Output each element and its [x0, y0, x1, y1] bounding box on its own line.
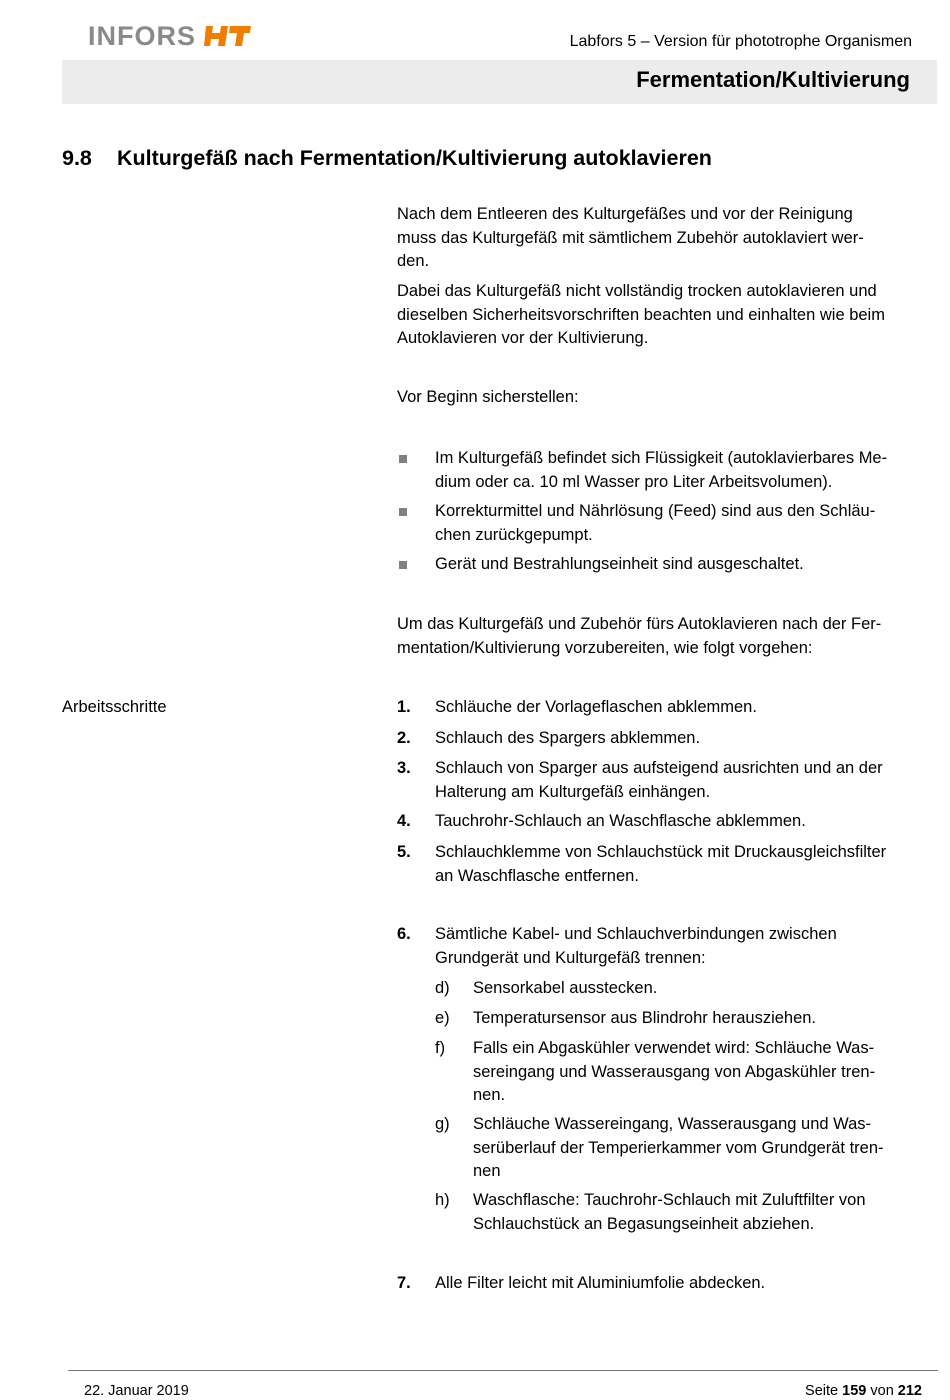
footer-page-number [805, 1383, 922, 1399]
section-number: 9.8 [62, 146, 92, 170]
text-line: Schläuche Wassereingang, Wasserausgang und Was- [473, 1115, 872, 1133]
text-line: Falls ein Abgaskühler verwendet wird: Schläuche Was- [473, 1039, 875, 1057]
substep-item [435, 1037, 939, 1108]
text-line: Alle Filter leicht mit Aluminiumfolie abdecken. [435, 1274, 766, 1292]
infors-ht-logo [88, 20, 252, 52]
text-line: Nach dem Entleeren des Kulturgefäßes und vor der Reinigung [397, 205, 853, 223]
substep-letter: d) [435, 979, 450, 997]
text-line: serüberlauf der Temperierkammer vom Grundgerät tren- [473, 1138, 884, 1157]
substep-letter: f) [435, 1039, 446, 1057]
text-line: Halterung am Kulturgefäß einhängen. [435, 782, 711, 801]
substep-item [435, 1189, 939, 1236]
text-line: an Waschflasche entfernen. [435, 866, 639, 885]
text-line: muss das Kulturgefäß mit sämtlichem Zubehör autoklaviert wer- [397, 228, 864, 247]
page-total: 212 [897, 1383, 922, 1399]
text-line: Tauchrohr-Schlauch an Waschflasche abklemmen. [435, 812, 806, 830]
bullet-item [397, 500, 939, 547]
chapter-title: Fermentation/Kultivierung [636, 67, 910, 92]
step-number: 2. [397, 729, 411, 747]
text-line: Korrekturmittel und Nährlösung (Feed) sind aus den Schläu- [435, 502, 876, 520]
intro-paragraph-1 [397, 203, 939, 274]
text-line: mentation/Kultivierung vorzubereiten, wie folgt vorgehen: [397, 638, 813, 657]
substep-item [435, 1007, 939, 1031]
bullet-item [397, 447, 939, 494]
text-line: Grundgerät und Kulturgefäß trennen: [435, 948, 706, 967]
text-line: dieselben Sicherheitsvorschriften beachten und einhalten wie beim [397, 305, 885, 324]
substep-letter: g) [435, 1115, 450, 1133]
text-line: Schlauch des Spargers abklemmen. [435, 729, 701, 747]
step-item [397, 727, 939, 751]
precheck-label: Vor Beginn sicherstellen: [397, 388, 579, 406]
step-number: 6. [397, 925, 411, 943]
page-mid: von [870, 1383, 894, 1399]
text-line: Schlauch von Sparger aus aufsteigend ausrichten und an der [435, 759, 883, 777]
step-number: 7. [397, 1274, 411, 1292]
square-bullet-icon [399, 508, 407, 516]
document-title: Labfors 5 – Version für phototrophe Organismen [569, 33, 912, 50]
prep-paragraph [397, 613, 939, 660]
step-number: 1. [397, 698, 411, 716]
text-line: Waschflasche: Tauchrohr-Schlauch mit Zuluftfilter von [473, 1191, 866, 1209]
text-line: Schläuche der Vorlageflaschen abklemmen. [435, 698, 757, 716]
page-current: 159 [842, 1383, 867, 1399]
logo-wordmark: INFORS [88, 20, 197, 51]
text-line: chen zurückgepumpt. [435, 525, 593, 544]
step-item [397, 1272, 939, 1296]
section-heading-text: Kulturgefäß nach Fermentation/Kultivierung autoklavieren [117, 146, 712, 170]
text-line: Sämtliche Kabel- und Schlauchverbindungen zwischen [435, 925, 837, 943]
square-bullet-icon [399, 455, 407, 463]
text-line: Schlauchklemme von Schlauchstück mit Druckausgleichsfilter [435, 843, 887, 861]
text-line: Im Kulturgefäß befindet sich Flüssigkeit (autoklavierbares Me- [435, 449, 888, 467]
substep-item [435, 977, 939, 1001]
substep-letter: h) [435, 1191, 450, 1209]
square-bullet-icon [399, 561, 407, 569]
step-item [397, 810, 939, 834]
text-line: Gerät und Bestrahlungseinheit sind ausgeschaltet. [435, 555, 804, 573]
text-line: dium oder ca. 10 ml Wasser pro Liter Arbeitsvolumen). [435, 472, 833, 491]
step-number: 4. [397, 812, 411, 830]
footer-divider [68, 1370, 938, 1371]
text-line: nen [473, 1162, 501, 1180]
text-line: Temperatursensor aus Blindrohr herausziehen. [473, 1009, 817, 1027]
text-line: nen. [473, 1086, 506, 1104]
text-line: Schlauchstück an Begasungseinheit abziehen. [473, 1214, 815, 1233]
text-line: Dabei das Kulturgefäß nicht vollständig trocken autoklavieren und [397, 282, 877, 300]
step-item [397, 696, 939, 720]
bullet-item [397, 553, 939, 577]
step-item [397, 923, 939, 970]
substep-letter: e) [435, 1009, 450, 1027]
text-line: Um das Kulturgefäß und Zubehör fürs Autoklavieren nach der Fer- [397, 615, 882, 633]
intro-paragraph-2 [397, 280, 939, 351]
step-item [397, 841, 939, 888]
step-item [397, 757, 939, 804]
ht-logo-icon [204, 23, 252, 49]
substep-item [435, 1113, 939, 1184]
text-line: Autoklavieren vor der Kultivierung. [397, 329, 649, 347]
text-line: den. [397, 252, 430, 270]
step-number: 5. [397, 843, 411, 861]
section-heading [62, 146, 712, 171]
side-label-arbeitsschritte: Arbeitsschritte [62, 698, 167, 716]
footer-date: 22. Januar 2019 [84, 1383, 189, 1399]
step-number: 3. [397, 759, 411, 777]
text-line: sereingang und Wasserausgang von Abgaskühler tren- [473, 1062, 876, 1081]
text-line: Sensorkabel ausstecken. [473, 979, 658, 997]
page-prefix: Seite [805, 1383, 839, 1399]
